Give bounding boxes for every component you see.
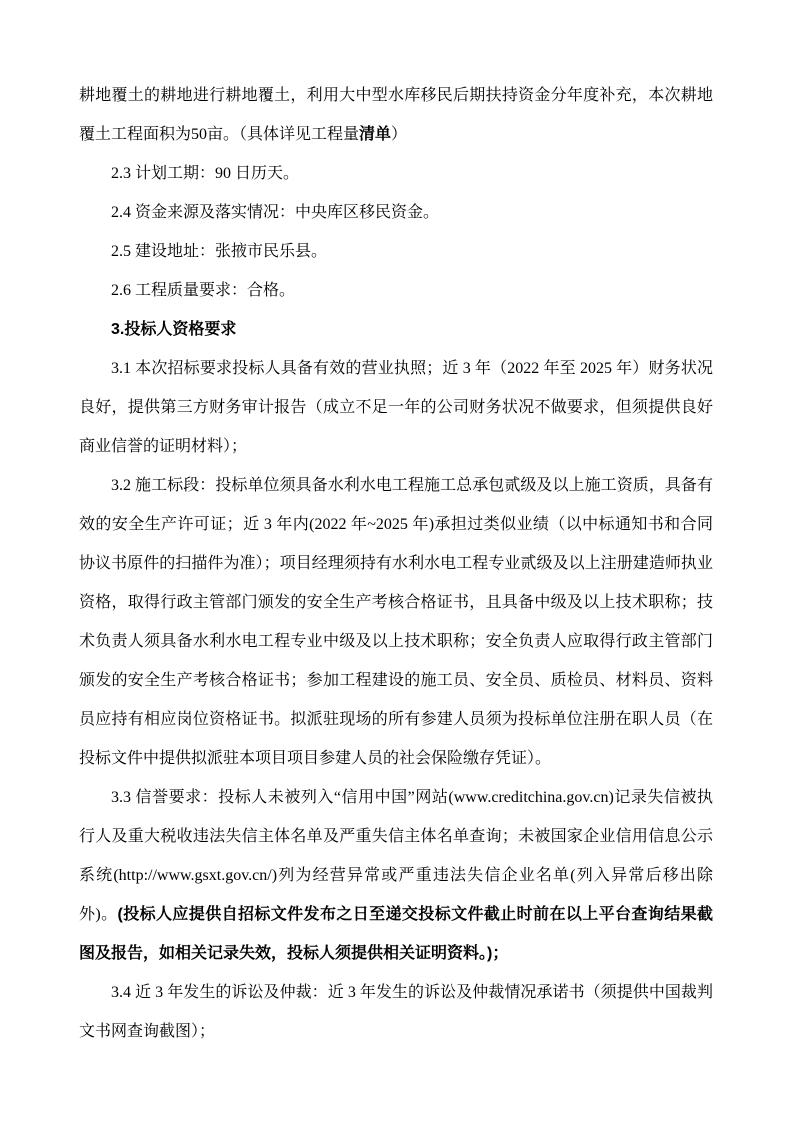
text-run-bold: (投标人应提供自招标文件发布之日至递交投标文件截止时前在以上平台查询结果截图及报告，如相关记录失效，投标人须提供相关证明资料。)；: [79, 906, 713, 962]
text-run: 2.4 资金来源及落实情况：中央库区移民资金。: [111, 204, 440, 221]
paragraph-2-3: [79, 154, 713, 193]
text-run-bold: 清单: [359, 126, 392, 143]
text-run: 2.6 工程质量要求：合格。: [111, 282, 296, 299]
text-run: 耕地覆土的耕地进行耕地覆土，利用大中型水库移民后期扶持资金分年度补充，本次耕地覆土工程面积为50亩。（具体详见工程量: [79, 87, 713, 143]
paragraph-2-4: [79, 193, 713, 232]
text-run: 3.1 本次招标要求投标人具备有效的营业执照；近 3 年（2022 年至 2025 年）财务状况良好，提供第三方财务审计报告（成立不足一年的公司财务状况不做要求，但须提供良好商业信誉的证明材料）；: [79, 360, 713, 455]
paragraph-3-heading: [79, 310, 713, 349]
text-run: ）: [391, 126, 408, 143]
text-run: 3.2 施工标段：投标单位须具备水利水电工程施工总承包贰级及以上施工资质，具备有效的安全生产许可证；近 3 年内(2022 年~2025 年)承担过类似业绩（以中标通知书和合同协议书原件的扫描件为准）；项目经理须持有水利水电工程专业贰级及以上注册建造师执业资格，取得行政主管部门颁发的安全生产考核合格证书，且具备中级及以上技术职称；技术负责人须具备水利水电工程专业中级及以上技术职称；安全负责人应取得行政主管部门颁发的安全生产考核合格证书；参加工程建设的施工员、安全员、质检员、材料员、资料员应持有相应岗位资格证书。拟派驻现场的所有参建人员须为投标单位注册在职人员（在投标文件中提供拟派驻本项目项目参建人员的社会保险缴存凭证）。: [79, 477, 713, 767]
paragraph-2-5: [79, 232, 713, 271]
text-run: 3.3 信誉要求：投标人未被列入“信用中国”网站(www.creditchina.gov.cn)记录失信被执行人及重大税收违法失信主体名单及严重失信主体名单查询；未被国家企业信用信息公示系统(http://www.gsxt.gov.cn/)列为经营异常或严重违法失信企业名单(列入异常后移出除外)。: [79, 789, 713, 923]
document-body: [79, 76, 713, 1051]
text-run: 2.5 建设地址：张掖市民乐县。: [111, 243, 328, 260]
paragraph-3-2: [79, 466, 713, 778]
text-run: 3.4 近 3 年发生的诉讼及仲裁：近 3 年发生的诉讼及仲裁情况承诺书（须提供中国裁判文书网查询截图）；: [79, 984, 713, 1040]
paragraph-overflow-2-2: [79, 76, 713, 154]
paragraph-3-4: [79, 973, 713, 1051]
text-run: 2.3 计划工期：90 日历天。: [111, 165, 300, 182]
text-run-bold: 3.投标人资格要求: [111, 321, 237, 338]
paragraph-3-3: [79, 778, 713, 973]
paragraph-2-6: [79, 271, 713, 310]
paragraph-3-1: [79, 349, 713, 466]
